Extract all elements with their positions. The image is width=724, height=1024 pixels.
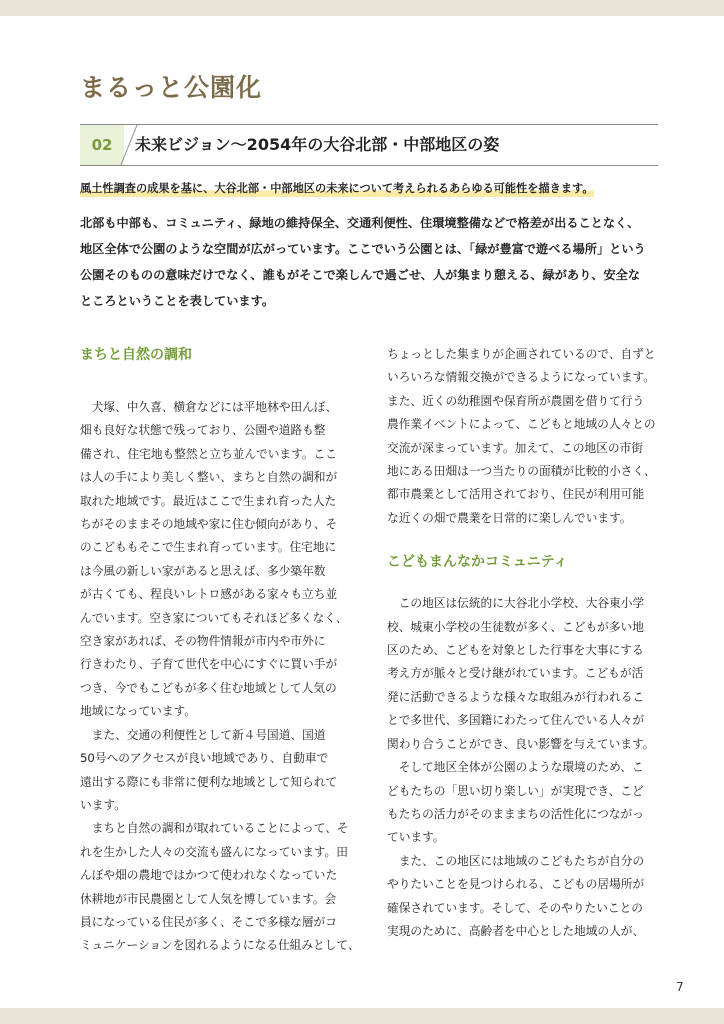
body-line: ちょっとした集まりが企画されているので、自ずと xyxy=(387,347,656,361)
body-line: 地にある田畑は一つ当たりの面積が比較的小さく、 xyxy=(387,464,656,479)
body-line: 関わり合うことができ、良い影響を与えています。 xyxy=(387,736,655,751)
body-line: 地域になっています。 xyxy=(80,704,196,719)
body-line: 区のため、こどもを対象とした行事を大事にする xyxy=(387,643,644,658)
body-line: 都市農業として活用されており、住民が利用可能 xyxy=(387,487,645,502)
body-line: は今風の新しい家があると思えば、多少築年数 xyxy=(80,563,326,578)
left-column xyxy=(80,343,360,958)
page-number: 7 xyxy=(676,980,684,994)
body-line: ています。 xyxy=(387,830,445,845)
body-line: います。 xyxy=(80,797,126,812)
body-line: 考え方が脈々と受け継がれています。こどもが活 xyxy=(387,666,644,681)
body-line: 交流が深まっています。加えて、この地区の市街 xyxy=(387,440,643,455)
body-line: のこどももそこで生まれ育っています。住宅地に xyxy=(80,540,337,555)
lead-text: 風土性調査の成果を基に、大谷北部・中部地区の未来について考えられるあらゆる可能性を描きます。 xyxy=(80,182,594,195)
page-title: まるっと公園化 xyxy=(80,73,263,102)
body-line: 員になっている住民が多く、そこで多様な層がコ xyxy=(80,914,337,929)
body-line: ミュニケーションを図れるようになる仕組みとして、 xyxy=(80,938,360,953)
left-body xyxy=(80,396,360,958)
body-line: んぼや畑の農地ではかつて使われなくなっていた xyxy=(80,868,338,883)
body-line: また、この地区には地域のこどもたちが自分の xyxy=(387,853,645,868)
section-header xyxy=(80,124,658,166)
body-line: 行きわたり、子育て世代を中心にすぐに買い手が xyxy=(80,657,338,672)
body-line: どもたちの「思い切り楽しい」が実現でき、こど xyxy=(387,783,644,798)
body-line: つき、今でもこどもが多く住む地域として人気の xyxy=(80,680,337,695)
body-line: 備され、住宅地も整然と立ち並んでいます。ここ xyxy=(80,446,337,461)
body-line: 実現のために、高齢者を中心とした地域の人が、 xyxy=(387,923,645,938)
body-line: また、交通の利便性として新４号国道、国道 xyxy=(80,727,326,742)
body-line: は人の手により美しく整い、まちと自然の調和が xyxy=(80,470,338,485)
intro-paragraph xyxy=(80,210,660,314)
body-line: まちと自然の調和が取れていることによって、そ xyxy=(80,821,349,836)
intro-line: 北部も中部も、コミュニティ、緑地の維持保全、交通利便性、住環境整備などで格差が出ることなく、 xyxy=(80,216,640,230)
right-body-top xyxy=(387,343,667,530)
body-line: な近くの畑で農業を日常的に楽しんでいます。 xyxy=(387,510,632,525)
body-line: 確保されています。そして、そのやりたいことの xyxy=(387,900,643,915)
body-line: んでいます。空き家についてもそれほど多くなく、 xyxy=(80,610,348,625)
section-title: 未来ビジョン～2054年の大谷北部・中部地区の姿 xyxy=(135,135,500,154)
body-line: 取れた地域です。最近はここで生まれ育った人た xyxy=(80,493,337,508)
body-line: 休耕地が市民農園として人気を博しています。会 xyxy=(80,891,337,906)
body-line: もたちの活力がそのまままちの活性化につながっ xyxy=(387,806,644,821)
body-line: 空き家があれば、その物件情報が市内や市外に xyxy=(80,634,326,649)
body-line: いろいろな情報交換ができるようになっています。 xyxy=(387,370,655,385)
body-line: 畑も良好な状態で残っており、公園や道路も整 xyxy=(80,423,326,438)
body-line: 遠出する際にも非常に便利な地域として知られて xyxy=(80,774,338,789)
section-number: 02 xyxy=(80,125,124,165)
right-body-bottom xyxy=(387,592,667,943)
intro-line: ところということを表しています。 xyxy=(80,294,275,308)
body-line: 校、城東小学校の生徒数が多く、こどもが多い地 xyxy=(387,619,644,634)
heading-town-nature: まちと自然の調和 xyxy=(80,347,192,363)
body-line: ちがそのままその地域や家に住む傾向があり、そ xyxy=(80,517,338,532)
body-line: 50号へのアクセスが良い地域であり、自動車で xyxy=(80,751,329,766)
heading-children-community: こどもまんなかコミュニティ xyxy=(387,554,568,571)
bottom-band xyxy=(0,1008,724,1024)
body-line: やりたいことを見つけられる、こどもの居場所が xyxy=(387,877,645,892)
body-line: 農作業イベントによって、こどもと地域の人々との xyxy=(387,417,656,432)
body-line: 発に活動できるような様々な取組みが行われるこ xyxy=(387,689,645,704)
intro-line: 公園そのものの意味だけでなく、誰もがそこで楽しんで過ごせ、人が集まり憩える、緑があり、安全な xyxy=(80,268,641,282)
body-line: この地区は伝統的に大谷北小学校、大谷東小学 xyxy=(387,596,645,611)
intro-line: 地区全体で公園のような空間が広がっています。ここでいう公園とは、「緑が豊富で遊べる場所」という xyxy=(80,242,646,256)
body-line: れを生かした人々の交流も盛んになっています。田 xyxy=(80,844,348,859)
body-line: が古くても、程良いレトロ感がある家々も立ち並 xyxy=(80,587,338,602)
body-line: そして地区全体が公園のような環境のため、こ xyxy=(387,760,644,775)
top-band xyxy=(0,0,724,16)
body-line: また、近くの幼稚園や保育所が農園を借りて行う xyxy=(387,393,645,408)
body-line: 犬塚、中久喜、横倉などには平地林や田んぼ、 xyxy=(80,400,338,414)
body-line: とで多世代、多国籍にわたって住んでいる人々が xyxy=(387,713,645,728)
right-column xyxy=(387,343,667,943)
